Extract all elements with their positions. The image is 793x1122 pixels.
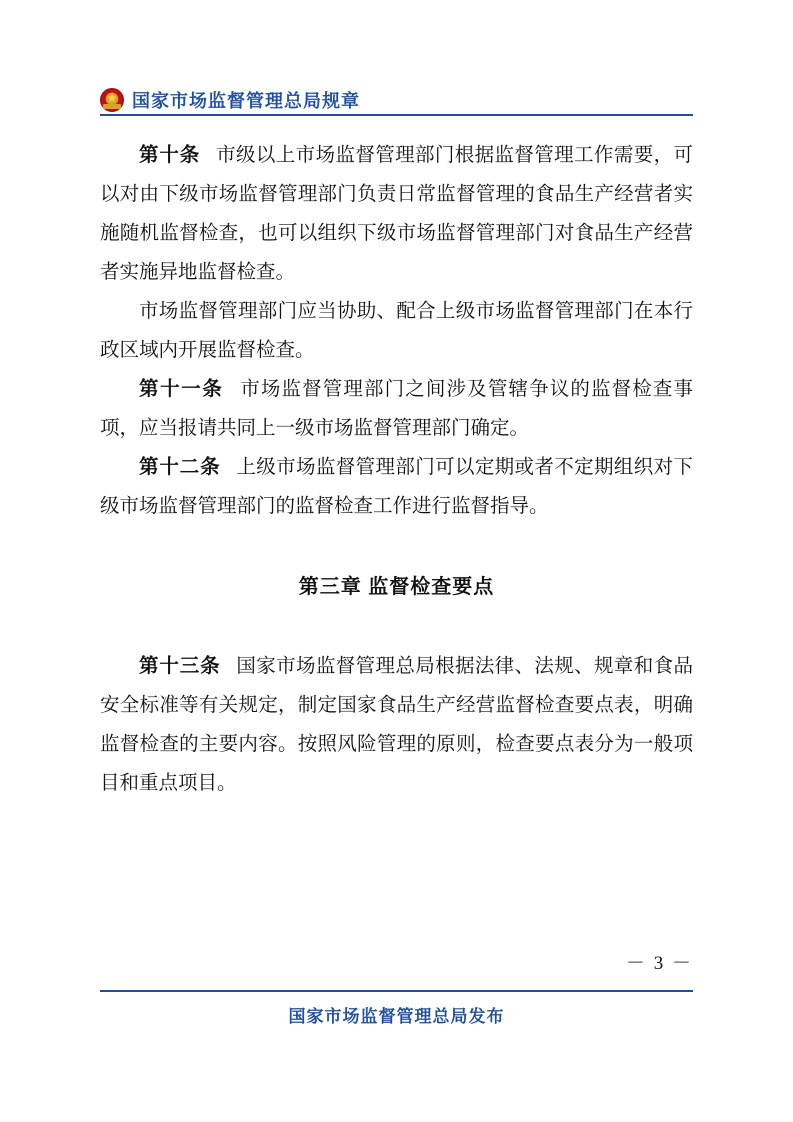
article-label-13: 第十三条: [139, 655, 221, 677]
chapter-title: 第三章 监督检查要点: [298, 576, 495, 598]
article-text-11: 市场监督管理部门之间涉及管辖争议的监督检查事项，应当报请共同上一级市场监督管理部门确定。: [100, 379, 693, 439]
header-title: 国家市场监督管理总局规章: [132, 91, 360, 111]
article-text-13: 国家市场监督管理总局根据法律、法规、规章和食品安全标准等有关规定，制定国家食品生产经营监督检查要点表，明确监督检查的主要内容。按照风险管理的原则，检查要点表分为一般项目和重点项目。: [100, 656, 693, 794]
page-number: － 3 －: [625, 953, 693, 974]
article-label-12: 第十二条: [139, 456, 221, 478]
footer-publisher: 国家市场监督管理总局发布: [288, 1007, 505, 1026]
paragraph-article-13: [100, 647, 693, 803]
paragraph-article-10-2: [100, 292, 693, 370]
article-label-11: 第十一条: [139, 378, 224, 400]
article-text-12: 上级市场监督管理部门可以定期或者不定期组织对下级市场监督管理部门的监督检查工作进行监督指导。: [100, 457, 693, 517]
header-divider: [100, 114, 693, 116]
national-emblem-icon: [100, 88, 124, 112]
paragraph-article-12: [100, 448, 693, 526]
article-text-10: 市级以上市场监督管理部门根据监督管理工作需要，可以对由下级市场监督管理部门负责日常监督管理的食品生产经营者实施随机监督检查，也可以组织下级市场监督管理部门对食品生产经营者实施异地监督检查。: [100, 145, 693, 283]
article-text-10-2: 市场监督管理部门应当协助、配合上级市场监督管理部门在本行政区域内开展监督检查。: [100, 301, 693, 361]
document-content: [100, 136, 693, 803]
article-label-10: 第十条: [139, 144, 201, 166]
footer-divider: [100, 990, 693, 992]
paragraph-article-10: [100, 136, 693, 292]
paragraph-article-11: [100, 370, 693, 448]
document-header: [100, 82, 693, 118]
